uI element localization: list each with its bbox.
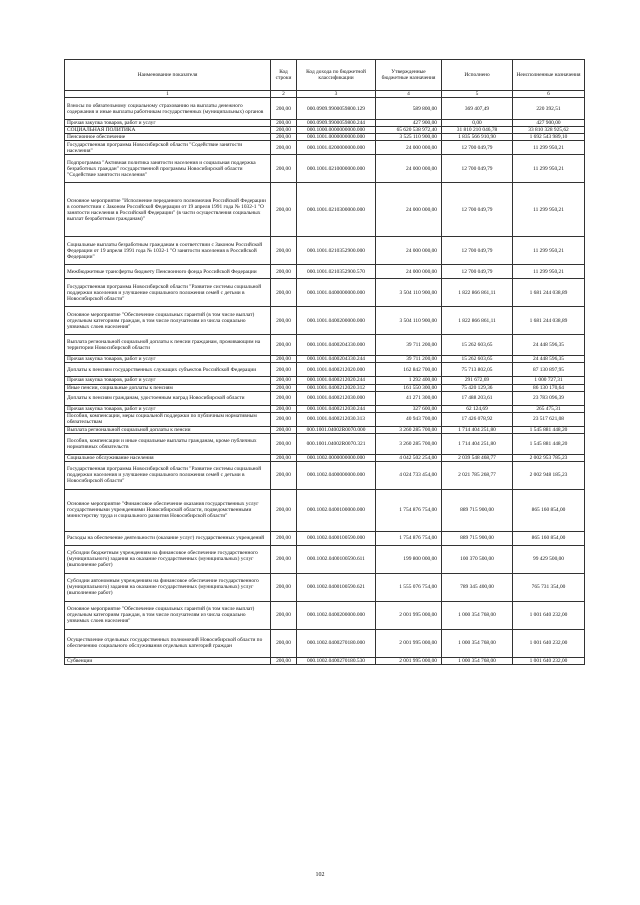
row-executed-cell: 12 700 049,79	[442, 155, 513, 183]
row-code-cell: 200,00	[271, 412, 297, 426]
header-name: Наименование показателя	[65, 60, 271, 91]
row-remaining-cell: 24 448 596,35	[513, 356, 585, 363]
row-code-cell: 200,00	[271, 155, 297, 183]
row-kbk-cell: 000.1002.0400200000.000	[297, 601, 376, 629]
row-remaining-cell: 33 810 328 925,62	[513, 127, 585, 134]
row-code-cell: 200,00	[271, 127, 297, 134]
row-executed-cell: 1 000 354 768,00	[442, 629, 513, 657]
row-code-cell: 200,00	[271, 461, 297, 489]
row-kbk-cell: 000.1001.0400212020.000	[297, 363, 376, 377]
table-row	[65, 405, 585, 412]
row-approved-cell: 4 042 502 254,00	[376, 454, 442, 461]
table-row	[65, 461, 585, 489]
index-cell: 1	[65, 91, 271, 98]
row-remaining-cell: 11 299 950,21	[513, 183, 585, 237]
table-row	[65, 657, 585, 664]
index-cell: 3	[297, 91, 376, 98]
row-remaining-cell: 23 783 096,39	[513, 391, 585, 405]
row-executed-cell: 0,00	[442, 120, 513, 127]
row-approved-cell: 24 000 000,00	[376, 265, 442, 279]
row-kbk-cell: 000.1001.0400212030.313	[297, 412, 376, 426]
row-remaining-cell: 865 160 854,00	[513, 531, 585, 545]
header-remaining: Неисполненные назначения	[513, 60, 585, 91]
table-row	[65, 98, 585, 120]
row-approved-cell: 3 260 285 700,00	[376, 433, 442, 454]
row-code-cell: 200,00	[271, 454, 297, 461]
row-name-cell: Основное мероприятие "Финансовое обеспечение оказания государственных услуг государственными учреждениями Новосибирской области, подведомственными министерству труда и социального развития Новосибирской области"	[65, 489, 271, 531]
table-row	[65, 120, 585, 127]
row-kbk-cell: 000.1001.0000000000.000	[297, 134, 376, 141]
row-remaining-cell: 220 392,51	[513, 98, 585, 120]
row-code-cell: 200,00	[271, 629, 297, 657]
row-kbk-cell: 000.1001.0400212030.244	[297, 405, 376, 412]
row-remaining-cell: 24 448 596,35	[513, 335, 585, 356]
row-executed-cell: 12 700 049,79	[442, 237, 513, 265]
row-name-cell: Основное мероприятие "Обеспечение социальных гарантий (в том числе выплат) отдельным категориям граждан, в том числе получателям из числа социально уязвимых слоев населения"	[65, 307, 271, 335]
row-remaining-cell: 1 681 244 038,89	[513, 279, 585, 307]
row-code-cell: 200,00	[271, 377, 297, 384]
row-name-cell: Доплаты к пенсиям государственных служащих субъектов Российской Федерации	[65, 363, 271, 377]
row-name-cell: Прочая закупка товаров, работ и услуг	[65, 405, 271, 412]
row-code-cell: 200,00	[271, 307, 297, 335]
row-kbk-cell: 000.1001.0400000000.000	[297, 279, 376, 307]
row-remaining-cell: 11 299 950,21	[513, 155, 585, 183]
row-code-cell: 200,00	[271, 237, 297, 265]
row-kbk-cell: 000.1001.0210352900.000	[297, 237, 376, 265]
row-executed-cell: 75 713 802,05	[442, 363, 513, 377]
row-executed-cell: 1 000 354 768,00	[442, 601, 513, 629]
row-name-cell: Иные пенсии, социальные доплаты к пенсиям	[65, 384, 271, 391]
row-executed-cell: 31 810 210 046,78	[442, 127, 513, 134]
row-code-cell: 200,00	[271, 141, 297, 155]
row-remaining-cell: 11 299 950,21	[513, 265, 585, 279]
row-kbk-cell: 000.1001.04002R0070.321	[297, 433, 376, 454]
row-approved-cell: 39 711 200,00	[376, 356, 442, 363]
row-code-cell: 200,00	[271, 601, 297, 629]
header-row-code: Код строки	[271, 60, 297, 91]
row-name-cell: Субсидии бюджетным учреждениям на финансовое обеспечение государственного (муниципального) задания на оказание государственных (муниципальных) услуг (выполнение работ)	[65, 545, 271, 573]
row-approved-cell: 24 000 000,00	[376, 141, 442, 155]
row-code-cell: 200,00	[271, 657, 297, 664]
row-executed-cell: 1 000 354 768,00	[442, 657, 513, 664]
row-remaining-cell: 865 160 854,00	[513, 489, 585, 531]
row-executed-cell: 12 700 049,79	[442, 141, 513, 155]
row-name-cell: Пособия, компенсации и иные социальные выплаты гражданам, кроме публичных нормативных обязательств	[65, 433, 271, 454]
row-executed-cell: 15 262 603,65	[442, 356, 513, 363]
row-code-cell: 200,00	[271, 531, 297, 545]
table-row	[65, 489, 585, 531]
row-code-cell: 200,00	[271, 183, 297, 237]
row-name-cell: Межбюджетные трансферты бюджету Пенсионного фонда Российской Федерации	[65, 265, 271, 279]
index-cell: 2	[271, 91, 297, 98]
row-approved-cell: 24 000 000,00	[376, 183, 442, 237]
row-executed-cell: 1 714 404 251,80	[442, 426, 513, 433]
row-remaining-cell: 1 692 543 989,10	[513, 134, 585, 141]
row-approved-cell: 24 000 000,00	[376, 155, 442, 183]
row-code-cell: 200,00	[271, 363, 297, 377]
row-approved-cell: 427 900,00	[376, 120, 442, 127]
row-code-cell: 200,00	[271, 545, 297, 573]
row-kbk-cell: 000.1001.0400212030.000	[297, 391, 376, 405]
row-remaining-cell: 1 001 640 232,00	[513, 629, 585, 657]
row-remaining-cell: 765 731 354,00	[513, 573, 585, 601]
row-approved-cell: 65 620 538 972,40	[376, 127, 442, 134]
table-row	[65, 134, 585, 141]
row-kbk-cell: 000.1001.0400204330.000	[297, 335, 376, 356]
row-name-cell: Прочая закупка товаров, работ и услуг	[65, 377, 271, 384]
table-row	[65, 265, 585, 279]
report-page	[64, 59, 584, 665]
table-row	[65, 155, 585, 183]
row-executed-cell: 369 407,49	[442, 98, 513, 120]
header-income-code: Код дохода по бюджетной классификации	[297, 60, 376, 91]
table-row	[65, 391, 585, 405]
row-remaining-cell: 2 002 948 185,23	[513, 461, 585, 489]
row-kbk-cell: 000.1002.0400270180.530	[297, 657, 376, 664]
row-kbk-cell: 000.1002.0400100590.621	[297, 573, 376, 601]
row-code-cell: 200,00	[271, 120, 297, 127]
row-kbk-cell: 000.1001.0400204330.244	[297, 356, 376, 363]
row-code-cell: 200,00	[271, 433, 297, 454]
row-executed-cell: 62 124,69	[442, 405, 513, 412]
table-row	[65, 356, 585, 363]
row-kbk-cell: 000.1000.0000000000.000	[297, 127, 376, 134]
row-executed-cell: 2 039 548 468,77	[442, 454, 513, 461]
header-approved: Утвержденные бюджетные назначения	[376, 60, 442, 91]
row-approved-cell: 3 525 110 900,00	[376, 134, 442, 141]
row-approved-cell: 1 292 400,00	[376, 377, 442, 384]
row-approved-cell: 40 943 700,00	[376, 412, 442, 426]
row-approved-cell: 4 024 733 454,00	[376, 461, 442, 489]
table-row	[65, 412, 585, 426]
row-name-cell: Прочая закупка товаров, работ и услуг	[65, 120, 271, 127]
row-name-cell: Выплата региональной социальной доплаты к пенсии	[65, 426, 271, 433]
index-cell: 4	[376, 91, 442, 98]
row-kbk-cell: 000.1001.0210300000.000	[297, 183, 376, 237]
table-row	[65, 426, 585, 433]
index-cell: 6	[513, 91, 585, 98]
row-approved-cell: 3 260 285 700,00	[376, 426, 442, 433]
row-remaining-cell: 11 299 950,21	[513, 237, 585, 265]
row-name-cell: Социальное обслуживание населения	[65, 454, 271, 461]
row-remaining-cell: 1 001 640 232,00	[513, 657, 585, 664]
row-approved-cell: 1 555 076 754,00	[376, 573, 442, 601]
row-name-cell: Доплаты к пенсиям гражданам, удостоенным наград Новосибирской области	[65, 391, 271, 405]
row-executed-cell: 100 370 500,00	[442, 545, 513, 573]
row-approved-cell: 327 600,00	[376, 405, 442, 412]
row-name-cell: Пособия, компенсации, меры социальной поддержки по публичным нормативным обязательствам	[65, 412, 271, 426]
table-row	[65, 454, 585, 461]
row-remaining-cell: 23 517 621,08	[513, 412, 585, 426]
row-approved-cell: 3 504 110 900,00	[376, 279, 442, 307]
table-header-row	[65, 60, 585, 91]
row-executed-cell: 889 715 900,00	[442, 489, 513, 531]
table-row	[65, 363, 585, 377]
table-row	[65, 307, 585, 335]
row-remaining-cell: 427 900,00	[513, 120, 585, 127]
index-cell: 5	[442, 91, 513, 98]
row-name-cell: Прочая закупка товаров, работ и услуг	[65, 356, 271, 363]
row-approved-cell: 1 754 876 754,00	[376, 531, 442, 545]
row-approved-cell: 24 000 000,00	[376, 237, 442, 265]
row-code-cell: 200,00	[271, 573, 297, 601]
row-executed-cell: 1 822 866 861,11	[442, 279, 513, 307]
table-row	[65, 531, 585, 545]
table-row	[65, 573, 585, 601]
row-executed-cell: 2 021 785 268,77	[442, 461, 513, 489]
row-name-cell: Осуществление отдельных государственных полномочий Новосибирской области по обеспечению социального обслуживания отдельных категорий граждан	[65, 629, 271, 657]
row-executed-cell: 889 715 900,00	[442, 531, 513, 545]
row-code-cell: 200,00	[271, 356, 297, 363]
row-name-cell: Выплата региональной социальной доплаты к пенсии гражданам, проживающим на территории Новосибирской области	[65, 335, 271, 356]
row-code-cell: 200,00	[271, 279, 297, 307]
row-approved-cell: 162 842 700,00	[376, 363, 442, 377]
row-remaining-cell: 1 000 727,31	[513, 377, 585, 384]
row-executed-cell: 1 714 404 251,80	[442, 433, 513, 454]
row-remaining-cell: 87 130 897,95	[513, 363, 585, 377]
table-row	[65, 335, 585, 356]
row-kbk-cell: 000.0909.9900059800.129	[297, 98, 376, 120]
row-name-cell: Субсидии автономным учреждениям на финансовое обеспечение государственного (муниципального) задания на оказание государственных (муниципальных) услуг (выполнение работ)	[65, 573, 271, 601]
row-code-cell: 200,00	[271, 134, 297, 141]
row-kbk-cell: 000.1001.0400212020.244	[297, 377, 376, 384]
row-code-cell: 200,00	[271, 335, 297, 356]
budget-execution-table	[64, 59, 585, 665]
row-executed-cell: 12 700 049,79	[442, 183, 513, 237]
row-kbk-cell: 000.1002.0400000000.000	[297, 461, 376, 489]
row-kbk-cell: 000.1002.0400270180.000	[297, 629, 376, 657]
row-remaining-cell: 1 545 881 448,20	[513, 426, 585, 433]
row-kbk-cell: 000.1001.0210000000.000	[297, 155, 376, 183]
row-name-cell: Основное мероприятие "Исполнение переданного полномочия Российской Федерации в соответствии с Законом Российской Федерации от 19 апреля 1991 года № 1032-1 "О занятости населения в Российской Федерации" (в части осуществления социальных выплат безработным гражданам)"	[65, 183, 271, 237]
row-name-cell: Государственная программа Новосибирской области "Содействие занятости населения"	[65, 141, 271, 155]
row-name-cell: Государственная программа Новосибирской области "Развитие системы социальной поддержки населения и улучшение социального положения семей с детьми в Новосибирской области"	[65, 279, 271, 307]
row-executed-cell: 17 488 203,61	[442, 391, 513, 405]
row-executed-cell: 17 426 078,92	[442, 412, 513, 426]
row-executed-cell: 75 420 129,36	[442, 384, 513, 391]
row-kbk-cell: 000.1001.04002R0070.000	[297, 426, 376, 433]
table-row	[65, 279, 585, 307]
row-name-cell: Пенсионное обеспечение	[65, 134, 271, 141]
table-index-row	[65, 91, 585, 98]
row-remaining-cell: 11 299 950,21	[513, 141, 585, 155]
row-name-cell: Субвенции	[65, 657, 271, 664]
row-name-cell: Взносы по обязательному социальному страхованию на выплаты денежного содержания и иные выплаты работникам государственных (муниципальных) органов	[65, 98, 271, 120]
row-approved-cell: 3 504 110 900,00	[376, 307, 442, 335]
row-remaining-cell: 1 001 640 232,00	[513, 601, 585, 629]
row-kbk-cell: 000.1002.0400100000.000	[297, 489, 376, 531]
row-remaining-cell: 99 429 500,00	[513, 545, 585, 573]
row-kbk-cell: 000.1002.0000000000.000	[297, 454, 376, 461]
row-code-cell: 200,00	[271, 384, 297, 391]
row-executed-cell: 1 822 866 861,11	[442, 307, 513, 335]
row-kbk-cell: 000.1001.0200000000.000	[297, 141, 376, 155]
table-row	[65, 237, 585, 265]
row-executed-cell: 1 835 566 910,90	[442, 134, 513, 141]
row-approved-cell: 161 550 300,00	[376, 384, 442, 391]
row-remaining-cell: 265 475,31	[513, 405, 585, 412]
row-kbk-cell: 000.1002.0400100590.611	[297, 545, 376, 573]
row-approved-cell: 1 754 876 754,00	[376, 489, 442, 531]
row-name-cell: Расходы на обеспечение деятельности (оказание услуг) государственных учреждений	[65, 531, 271, 545]
row-name-cell: Социальные выплаты безработным гражданам в соответствии с Законом Российской Федерации от 19 апреля 1991 года № 1032-1 "О занятости населения в Российской Федерации"	[65, 237, 271, 265]
row-approved-cell: 41 271 300,00	[376, 391, 442, 405]
row-code-cell: 200,00	[271, 426, 297, 433]
row-approved-cell: 2 001 995 000,00	[376, 629, 442, 657]
row-code-cell: 200,00	[271, 265, 297, 279]
row-remaining-cell: 1 545 881 448,20	[513, 433, 585, 454]
row-name-cell: Основное мероприятие "Обеспечение социальных гарантий (в том числе выплат) отдельным категориям граждан, в том числе получателям из числа социально уязвимых слоев населения"	[65, 601, 271, 629]
table-row	[65, 629, 585, 657]
row-approved-cell: 589 800,00	[376, 98, 442, 120]
row-code-cell: 200,00	[271, 405, 297, 412]
row-approved-cell: 39 711 200,00	[376, 335, 442, 356]
row-kbk-cell: 000.1001.0210352900.570	[297, 265, 376, 279]
row-code-cell: 200,00	[271, 98, 297, 120]
table-body	[65, 98, 585, 665]
row-remaining-cell: 86 130 170,64	[513, 384, 585, 391]
row-kbk-cell: 000.1001.0400212020.312	[297, 384, 376, 391]
row-code-cell: 200,00	[271, 391, 297, 405]
row-remaining-cell: 1 681 244 038,89	[513, 307, 585, 335]
row-name-cell: Государственная программа Новосибирской области "Развитие системы социальной поддержки населения и улучшение социального положения семей с детьми в Новосибирской области"	[65, 461, 271, 489]
row-executed-cell: 12 700 049,79	[442, 265, 513, 279]
header-executed: Исполнено	[442, 60, 513, 91]
row-executed-cell: 789 345 400,00	[442, 573, 513, 601]
table-row	[65, 141, 585, 155]
row-kbk-cell: 000.1001.0400200000.000	[297, 307, 376, 335]
table-row	[65, 545, 585, 573]
row-name-cell: Подпрограмма "Активная политика занятости населения и социальная поддержка безработных граждан" государственной программы Новосибирской области "Содействие занятости населения"	[65, 155, 271, 183]
row-kbk-cell: 000.1002.0400100590.000	[297, 531, 376, 545]
table-row	[65, 377, 585, 384]
row-executed-cell: 291 672,69	[442, 377, 513, 384]
row-remaining-cell: 2 002 953 785,23	[513, 454, 585, 461]
table-row	[65, 601, 585, 629]
row-name-cell: СОЦИАЛЬНАЯ ПОЛИТИКА	[65, 127, 271, 134]
row-approved-cell: 2 001 995 000,00	[376, 657, 442, 664]
table-row	[65, 127, 585, 134]
row-approved-cell: 199 800 000,00	[376, 545, 442, 573]
table-row	[65, 183, 585, 237]
table-row	[65, 384, 585, 391]
row-executed-cell: 15 262 603,65	[442, 335, 513, 356]
row-kbk-cell: 000.0909.9900059800.244	[297, 120, 376, 127]
row-code-cell: 200,00	[271, 489, 297, 531]
table-row	[65, 433, 585, 454]
row-approved-cell: 2 001 995 000,00	[376, 601, 442, 629]
page-number: 102	[315, 872, 325, 878]
